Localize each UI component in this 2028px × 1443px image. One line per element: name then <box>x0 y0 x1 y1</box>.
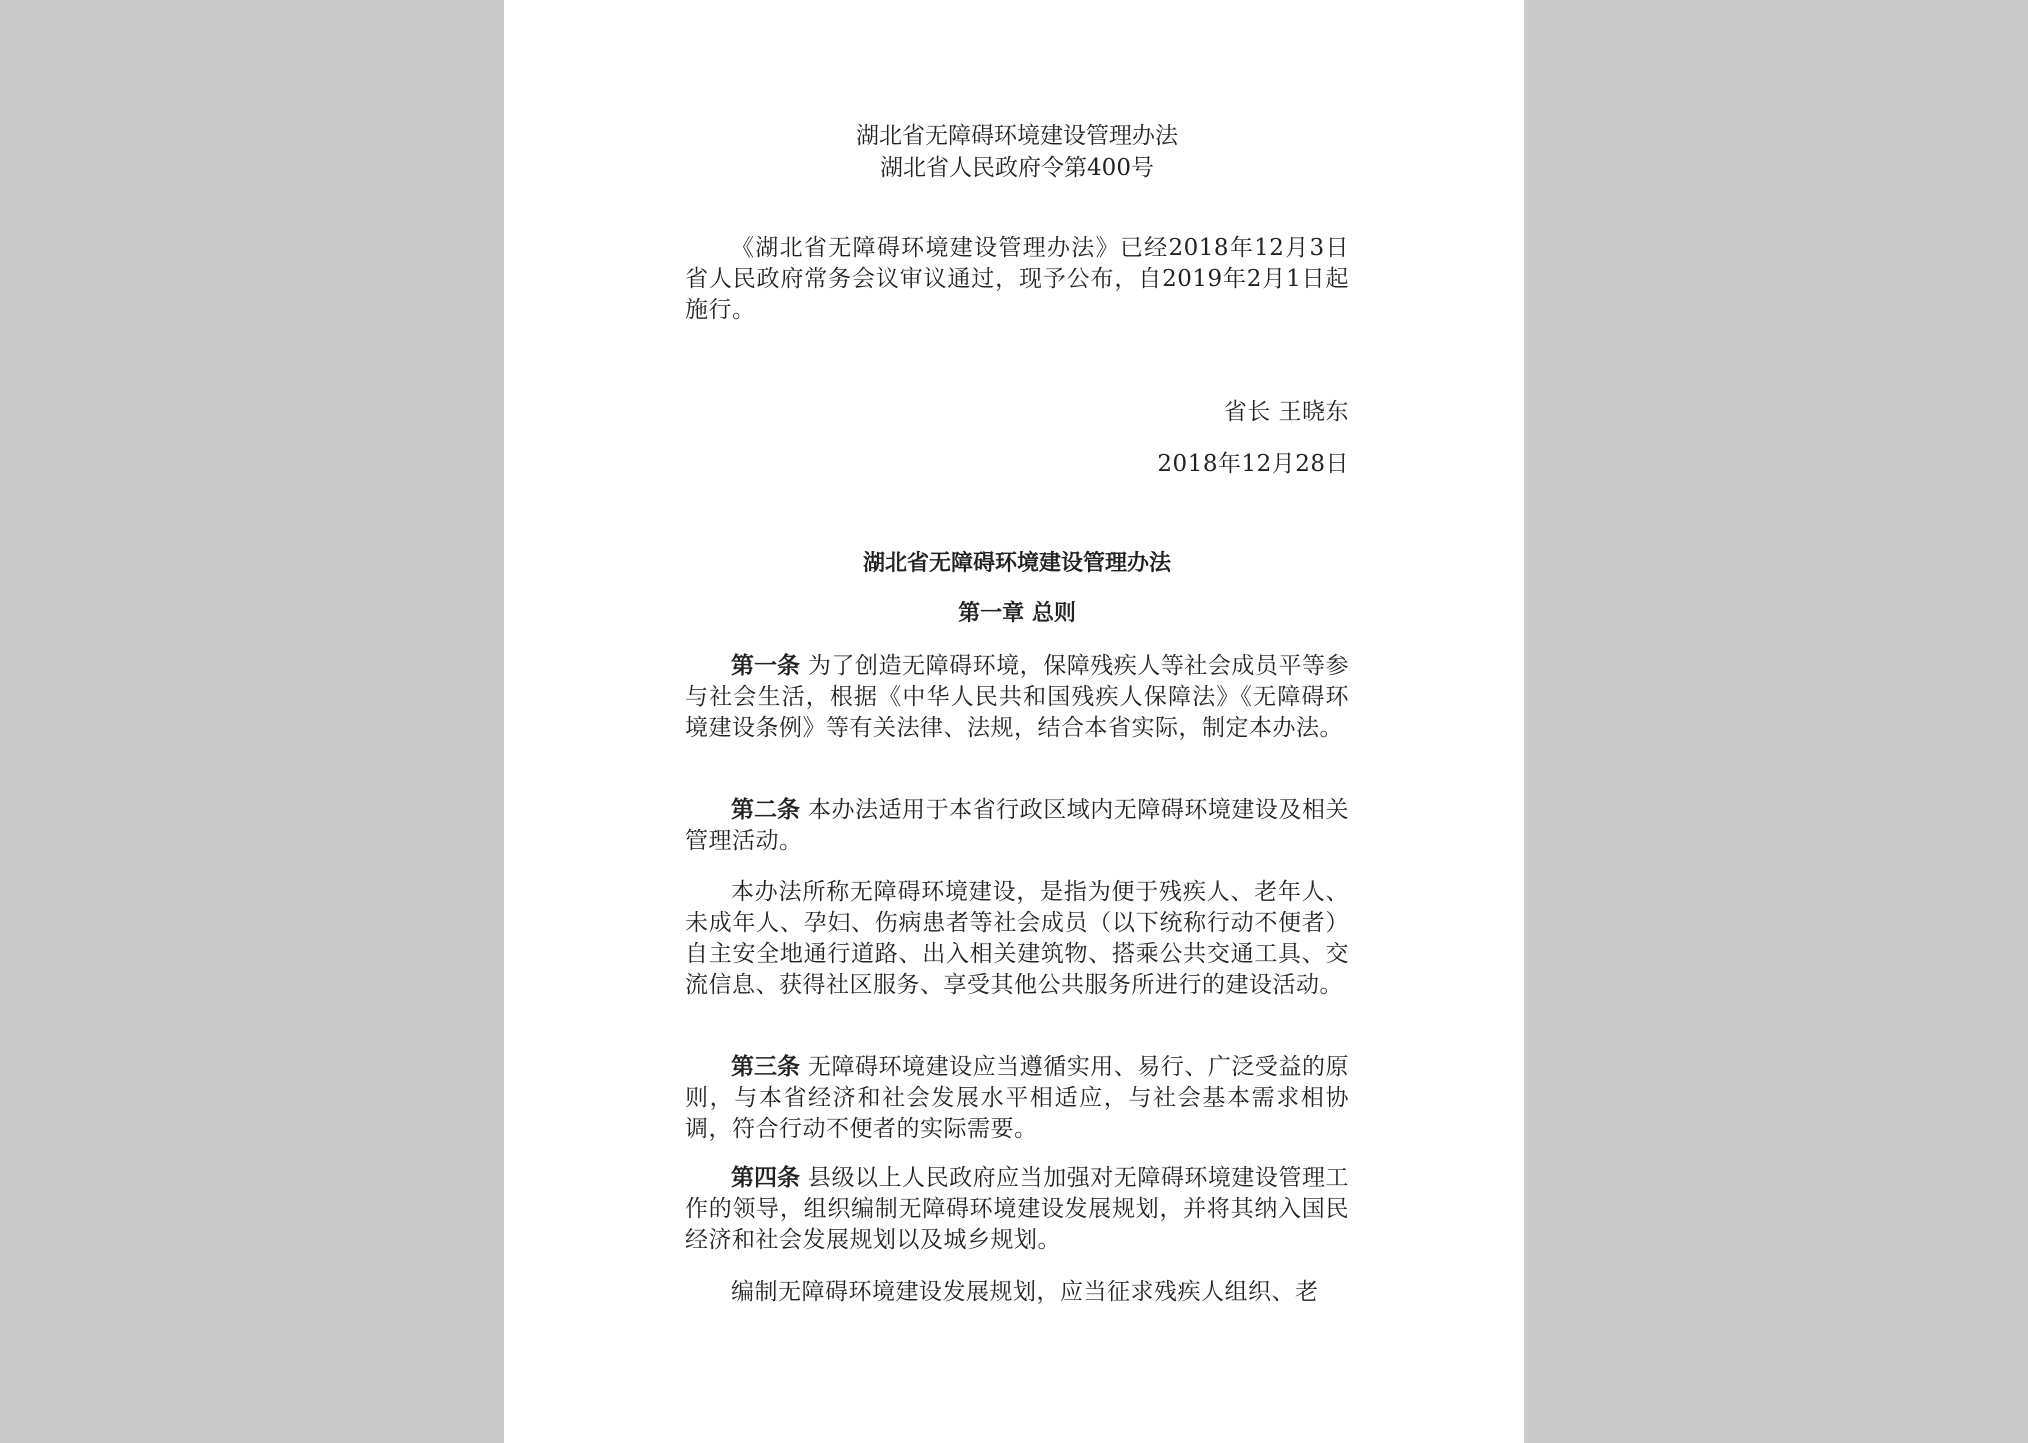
chapter-heading: 第一章 总则 <box>958 601 1076 626</box>
article-3 <box>685 1052 1349 1145</box>
article-text: 编制无障碍环境建设发展规划，应当征求残疾人组织、老 <box>731 1279 1319 1305</box>
article-label: 第二条 <box>731 797 801 823</box>
header-title: 湖北省无障碍环境建设管理办法 <box>856 123 1178 149</box>
document-title: 湖北省无障碍环境建设管理办法 <box>862 551 1171 576</box>
article-label: 第三条 <box>731 1054 801 1080</box>
article-1 <box>685 651 1349 744</box>
order-number: 湖北省人民政府令第400号 <box>880 155 1154 181</box>
article-label: 第一条 <box>731 653 801 679</box>
article-2 <box>685 795 1349 857</box>
article-text: 无障碍环境建设应当遵循实用、易行、广泛受益的原则，与本省经济和社会发展水平相适应，与社会基本需求相协调，符合行动不便者的实际需要。 <box>685 1054 1350 1142</box>
document-page <box>504 0 1524 1443</box>
governor-signature: 省长 王晓东 <box>1223 399 1349 425</box>
article-text: 为了创造无障碍环境，保障残疾人等社会成员平等参与社会生活，根据《中华人民共和国残疾人保障法》《无障碍环境建设条例》等有关法律、法规，结合本省实际，制定本办法。 <box>685 653 1350 741</box>
article-text: 县级以上人民政府应当加强对无障碍环境建设管理工作的领导，组织编制无障碍环境建设发展规划，并将其纳入国民经济和社会发展规划以及城乡规划。 <box>685 1165 1350 1253</box>
article-2-paragraph-2 <box>685 877 1349 1001</box>
article-text: 本办法适用于本省行政区域内无障碍环境建设及相关管理活动。 <box>685 797 1350 854</box>
signature-date: 2018年12月28日 <box>1157 451 1349 477</box>
promulgation-paragraph: 《湖北省无障碍环境建设管理办法》已经2018年12月3日省人民政府常务会议审议通过，现予公布，自2019年2月1日起施行。 <box>685 235 1349 323</box>
article-4-paragraph-2 <box>685 1277 1349 1308</box>
article-text: 本办法所称无障碍环境建设，是指为便于残疾人、老年人、未成年人、孕妇、伤病患者等社会成员（以下统称行动不便者）自主安全地通行道路、出入相关建筑物、搭乘公共交通工具、交流信息、获得社区服务、享受其他公共服务所进行的建设活动。 <box>685 879 1349 998</box>
article-label: 第四条 <box>731 1165 801 1191</box>
header-block <box>685 120 1349 184</box>
article-4 <box>685 1163 1349 1256</box>
